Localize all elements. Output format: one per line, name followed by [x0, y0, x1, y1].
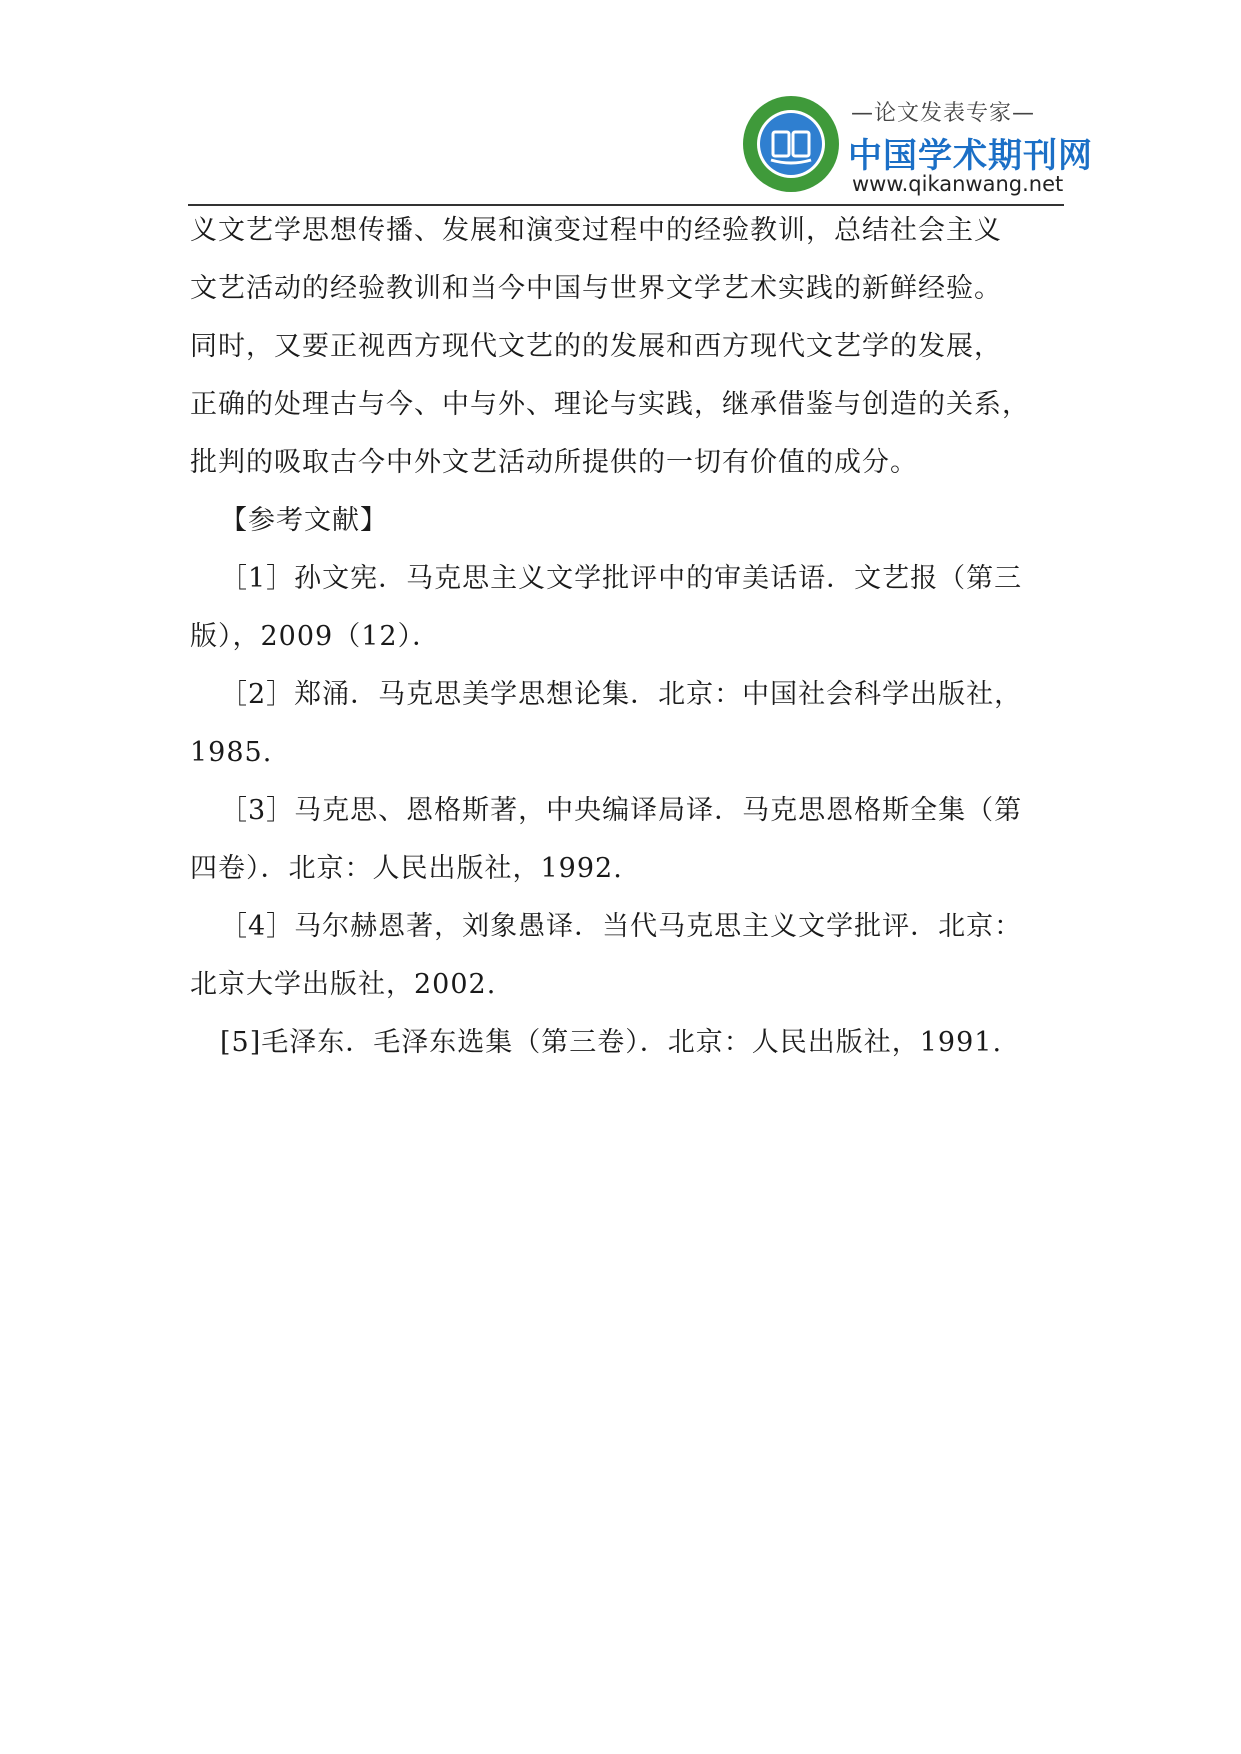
paragraph-line: 同时，又要正视西方现代文艺的的发展和西方现代文艺学的发展， — [190, 331, 1002, 362]
page-header — [188, 88, 1093, 206]
paragraph-line: 批判的吸取古今中外文艺活动所提供的一切有价值的成分。 — [190, 447, 918, 478]
reference-item-3-line1: ［3］马克思、恩格斯著，中央编译局译．马克思恩格斯全集（第 — [220, 795, 1023, 826]
logo-url: www.qikanwang.net — [852, 172, 1064, 196]
paragraph-line: 正确的处理古与今、中与外、理论与实践，继承借鉴与创造的关系， — [190, 389, 1030, 420]
reference-item-2-line1: ［2］郑涌．马克思美学思想论集．北京：中国社会科学出版社， — [220, 679, 1023, 710]
reference-item-2-line2: 1985. — [190, 737, 273, 768]
paragraph-line: 义文艺学思想传播、发展和演变过程中的经验教训，总结社会主义 — [190, 215, 1002, 246]
reference-item-1-line2: 版），2009（12）． — [190, 621, 441, 652]
logo-tagline: —论文发表专家— — [851, 101, 1036, 126]
qikanwang-logo-icon — [741, 94, 841, 194]
paragraph-line: 文艺活动的经验教训和当今中国与世界文学艺术实践的新鲜经验。 — [190, 273, 1002, 304]
logo-site-name: 中国学术期刊网 — [848, 136, 1093, 176]
reference-item-4-line1: ［4］马尔赫恩著，刘象愚译．当代马克思主义文学批评．北京： — [220, 911, 1023, 942]
reference-item-3-line2: 四卷）．北京：人民出版社，1992. — [190, 853, 623, 884]
references-heading: 【参考文献】 — [220, 505, 388, 536]
reference-item-4-line2: 北京大学出版社，2002. — [190, 969, 497, 1000]
reference-item-1-line1: ［1］孙文宪．马克思主义文学批评中的审美话语．文艺报（第三 — [220, 563, 1023, 594]
reference-item-5-line1: [5]毛泽东．毛泽东选集（第三卷）．北京：人民出版社，1991. — [220, 1027, 1003, 1058]
